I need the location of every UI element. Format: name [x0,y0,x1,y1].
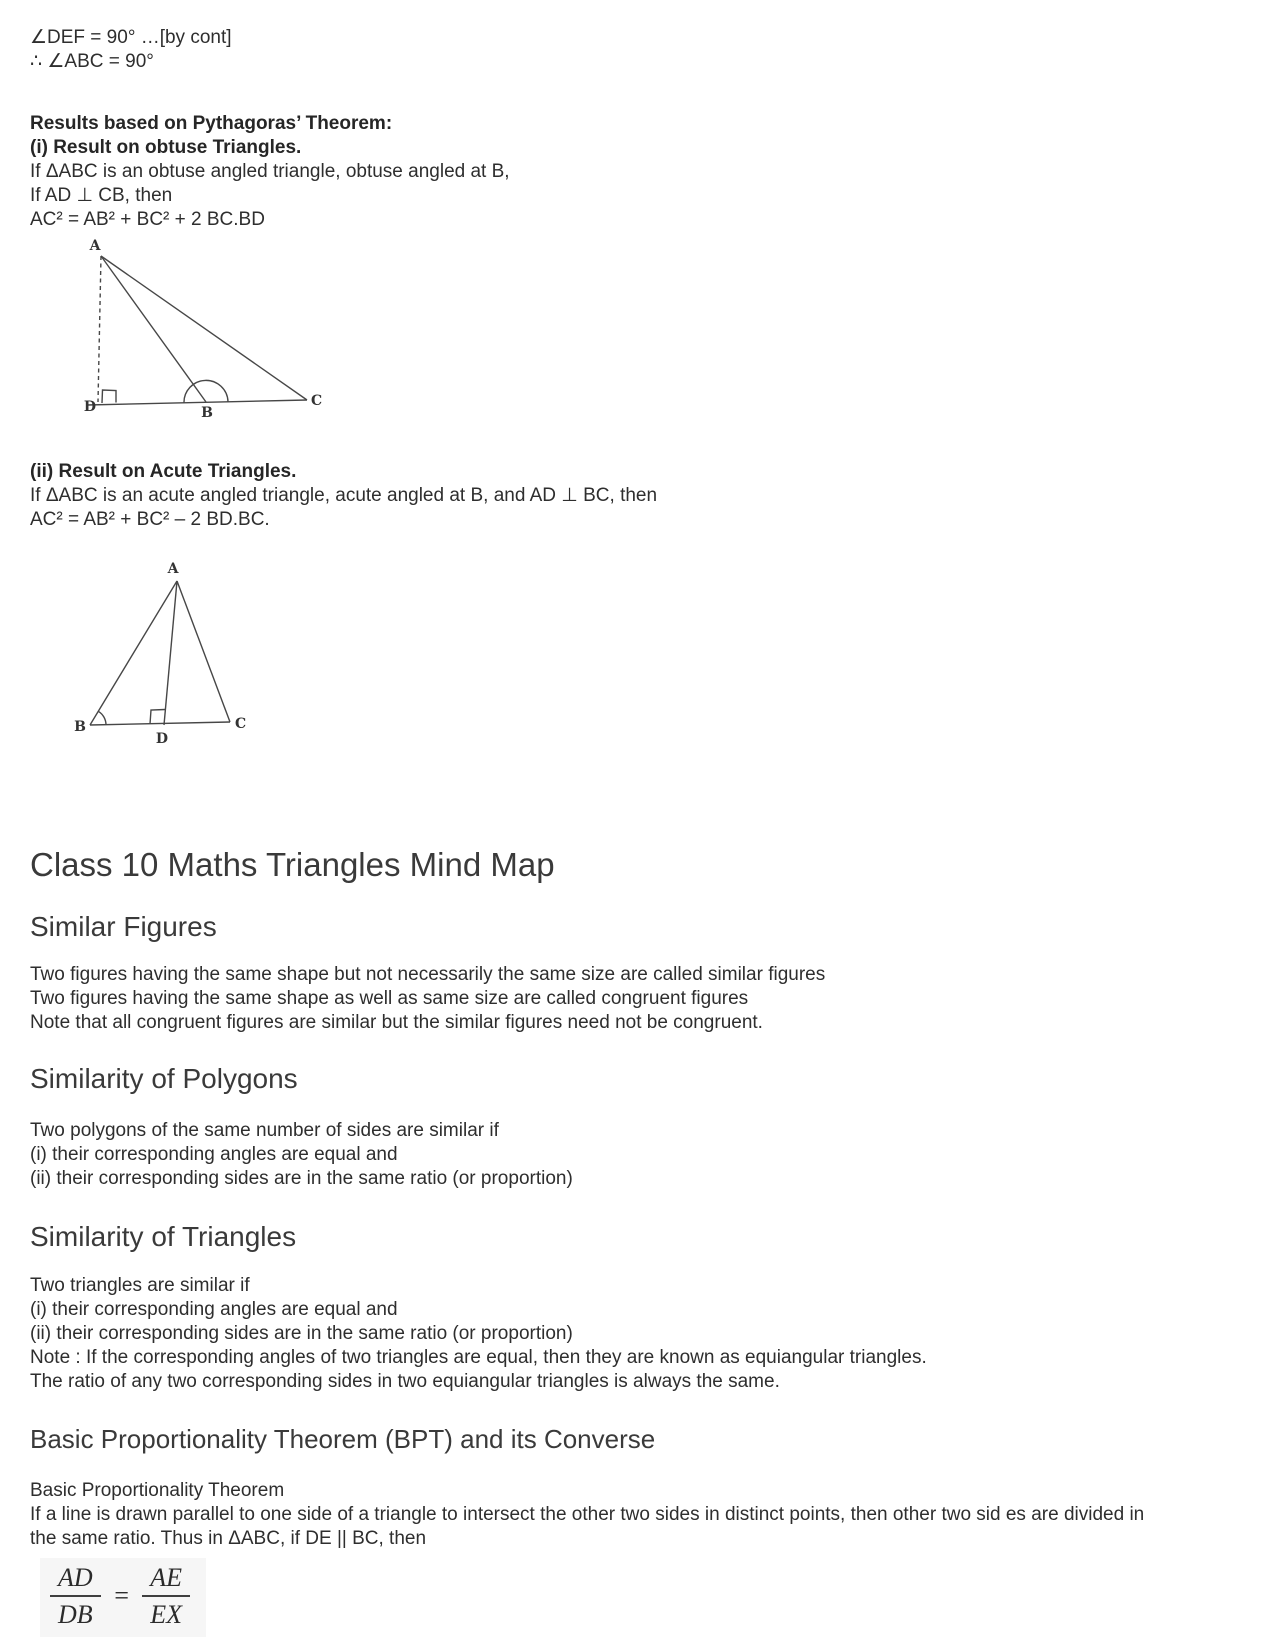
base-bc-line [90,722,230,725]
altitude-ad-line [164,581,177,725]
similar-figures-line-2: Two figures having the same shape as well as same size are called congruent figures [30,988,749,1009]
obtuse-result-heading: (i) Result on obtuse Triangles. [30,137,302,158]
heading-bpt: Basic Proportionality Theorem (BPT) and its Converse [30,1424,656,1454]
obtuse-line-2: If AD ⊥ CB, then [30,185,173,206]
similar-figures-line-1: Two figures having the same shape but not necessarily the same size are called similar figures [30,964,826,985]
equals-sign: = [112,1581,131,1611]
obtuse-angle-arc-b [184,380,228,403]
obtuse-formula: AC² = AB² + BC² + 2 BC.BD [30,209,265,230]
heading-similar-figures: Similar Figures [30,911,217,942]
similarity-triangles-line-2: (i) their corresponding angles are equal and [30,1299,398,1320]
similarity-polygons-paragraph [30,1119,1245,1191]
similarity-polygons-line-3: (ii) their corresponding sides are in the same ratio (or proportion) [30,1168,573,1189]
obtuse-triangle-diagram [55,232,325,420]
vertex-label-c: C [311,393,323,409]
vertex-label-d: D [155,731,169,744]
bpt-paragraph [30,1479,1245,1551]
acute-angle-arc-b [98,711,106,724]
acute-triangle-diagram [58,537,268,744]
vertex-label-d: D [83,399,96,415]
fraction-ad-db [50,1564,101,1629]
similarity-triangles-paragraph [30,1274,1245,1394]
bpt-ratio-formula [40,1558,206,1637]
bpt-subheading: Basic Proportionality Theorem [30,1480,285,1501]
similarity-triangles-line-1: Two triangles are similar if [30,1275,250,1296]
vertex-label-a: A [89,238,101,254]
bpt-line-2: If a line is drawn parallel to one side of a triangle to intersect the other two sides in distinct points, then other two sid es are divided in [30,1504,1145,1525]
vertex-label-b: B [201,405,213,420]
vertex-label-a: A [167,561,179,577]
similarity-polygons-line-2: (i) their corresponding angles are equal and [30,1144,398,1165]
acute-line-1: If ΔABC is an acute angled triangle, acute angled at B, and AD ⊥ BC, then [30,485,658,506]
proof-line-def: ∠DEF = 90° …[by cont] [30,27,232,48]
acute-section [30,460,1245,532]
similarity-polygons-line-1: Two polygons of the same number of sides are similar if [30,1120,499,1141]
right-angle-marker-d [150,710,165,725]
mindmap-title: Class 10 Maths Triangles Mind Map [30,846,555,883]
fraction-denominator: DB [58,1600,93,1630]
acute-formula: AC² = AB² + BC² – 2 BD.BC. [30,509,270,530]
similar-figures-paragraph [30,963,1245,1035]
heading-similarity-polygons: Similarity of Polygons [30,1063,298,1094]
side-ac-line [177,581,230,722]
right-angle-marker-d [102,390,116,403]
pythagoras-results-title: Results based on Pythagoras’ Theorem: [30,113,393,134]
similarity-triangles-note: Note : If the corresponding angles of two triangles are equal, then they are known as equiangular triangles. [30,1347,927,1368]
similarity-triangles-line-3: (ii) their corresponding sides are in the same ratio (or proportion) [30,1323,573,1344]
bpt-line-3: the same ratio. Thus in ΔABC, if DE || BC, then [30,1528,427,1549]
heading-similarity-triangles: Similarity of Triangles [30,1221,297,1252]
proof-line-abc: ∴ ∠ABC = 90° [30,51,154,72]
vertex-label-c: C [235,716,247,732]
spacer [30,74,1245,112]
similar-figures-line-3: Note that all congruent figures are similar but the similar figures need not be congruent. [30,1012,763,1033]
base-dc-line [87,400,307,405]
fraction-ae-ex [142,1564,190,1629]
fraction-numerator: AE [142,1564,190,1597]
similarity-triangles-line-5: The ratio of any two corresponding sides in two equiangular triangles is always the same. [30,1371,780,1392]
altitude-ad-dashed-line [98,256,101,402]
fraction-numerator: AD [50,1564,101,1597]
vertex-label-b: B [74,719,86,735]
side-ab-line [90,581,177,725]
fraction-denominator: EX [150,1600,182,1630]
acute-triangle-figure [58,537,1245,744]
acute-result-heading: (ii) Result on Acute Triangles. [30,461,297,482]
obtuse-triangle-figure [55,232,1245,420]
side-ab-line [101,256,206,402]
obtuse-line-1: If ΔABC is an obtuse angled triangle, obtuse angled at B, [30,161,510,182]
side-ac-line [101,256,307,400]
